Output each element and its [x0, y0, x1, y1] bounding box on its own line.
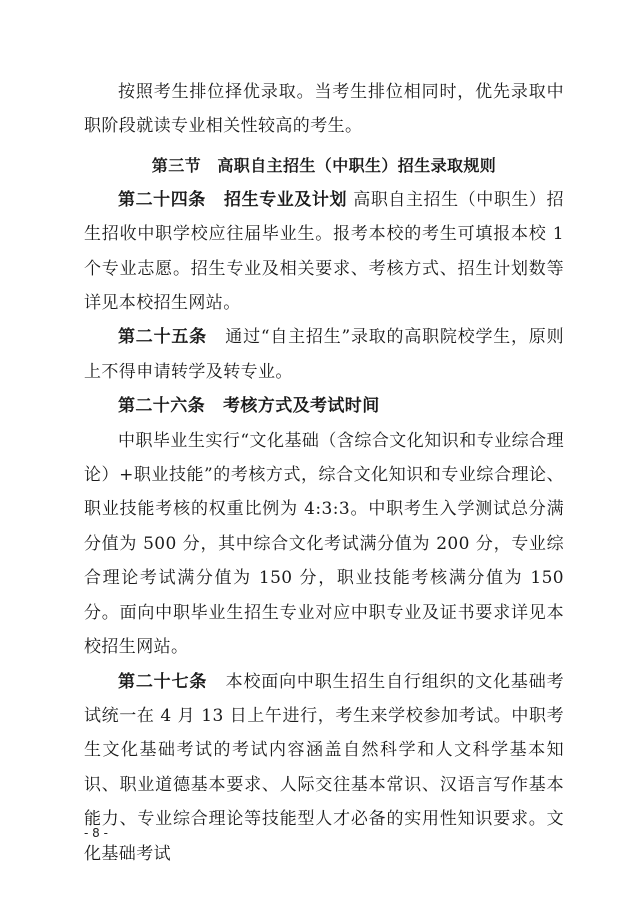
- article-27-text: 本校面向中职生招生自行组织的文化基础考试统一在 4 月 13 日上午进行，考生来学校参加考试。中职考生文化基础考试的考试内容涵盖自然科学和人文科学基本知识、职业道德基本要求、人际交往基本常识、汉语言写作基本能力、专业综合理论等技能型人才必备的实用性知识要求。文化基础考试: [84, 671, 564, 864]
- article-27-number: 第二十七条: [118, 671, 208, 692]
- document-body: [84, 75, 564, 871]
- article-26-number: 第二十六条: [118, 396, 205, 417]
- article-26: [84, 389, 564, 423]
- article-24-number: 第二十四条: [118, 189, 206, 210]
- article-25-text: 通过“自主招生”录取的高职院校学生，原则上不得申请转学及转专业。: [84, 327, 564, 382]
- article-24-text: 高职自主招生（中职生）招生招收中职学校应往届毕业生。报考本校的考生可填报本校 1 个专业志愿。招生专业及相关要求、考核方式、招生计划数等详见本校招生网站。: [84, 189, 564, 314]
- article-27: [84, 665, 564, 871]
- article-24: [84, 183, 564, 321]
- page-number: - 8 -: [84, 826, 108, 840]
- article-24-title: 招生专业及计划: [223, 189, 348, 210]
- intro-paragraph: 按照考生排位择优录取。当考生排位相同时，优先录取中职阶段就读专业相关性较高的考生。: [84, 82, 564, 137]
- article-25-number: 第二十五条: [118, 327, 207, 348]
- section-heading: 第三节 高职自主招生（中职生）招生录取规则: [151, 155, 497, 175]
- article-26-title: 考核方式及考试时间: [223, 396, 380, 417]
- article-25: [84, 320, 564, 389]
- article-26-body: 中职毕业生实行“文化基础（含综合文化知识和专业综合理论）+职业技能”的考核方式，综合文化知识和专业综合理论、职业技能考核的权重比例为 4:3:3。中职考生入学测试总分满分值为 500 分，其中综合文化考试满分值为 200 分，专业综合理论考试满分值为 150 分，职业技能考核满分值为 150 分。面向中职毕业生招生专业对应中职专业及证书要求详见本校招生网站。: [84, 430, 564, 658]
